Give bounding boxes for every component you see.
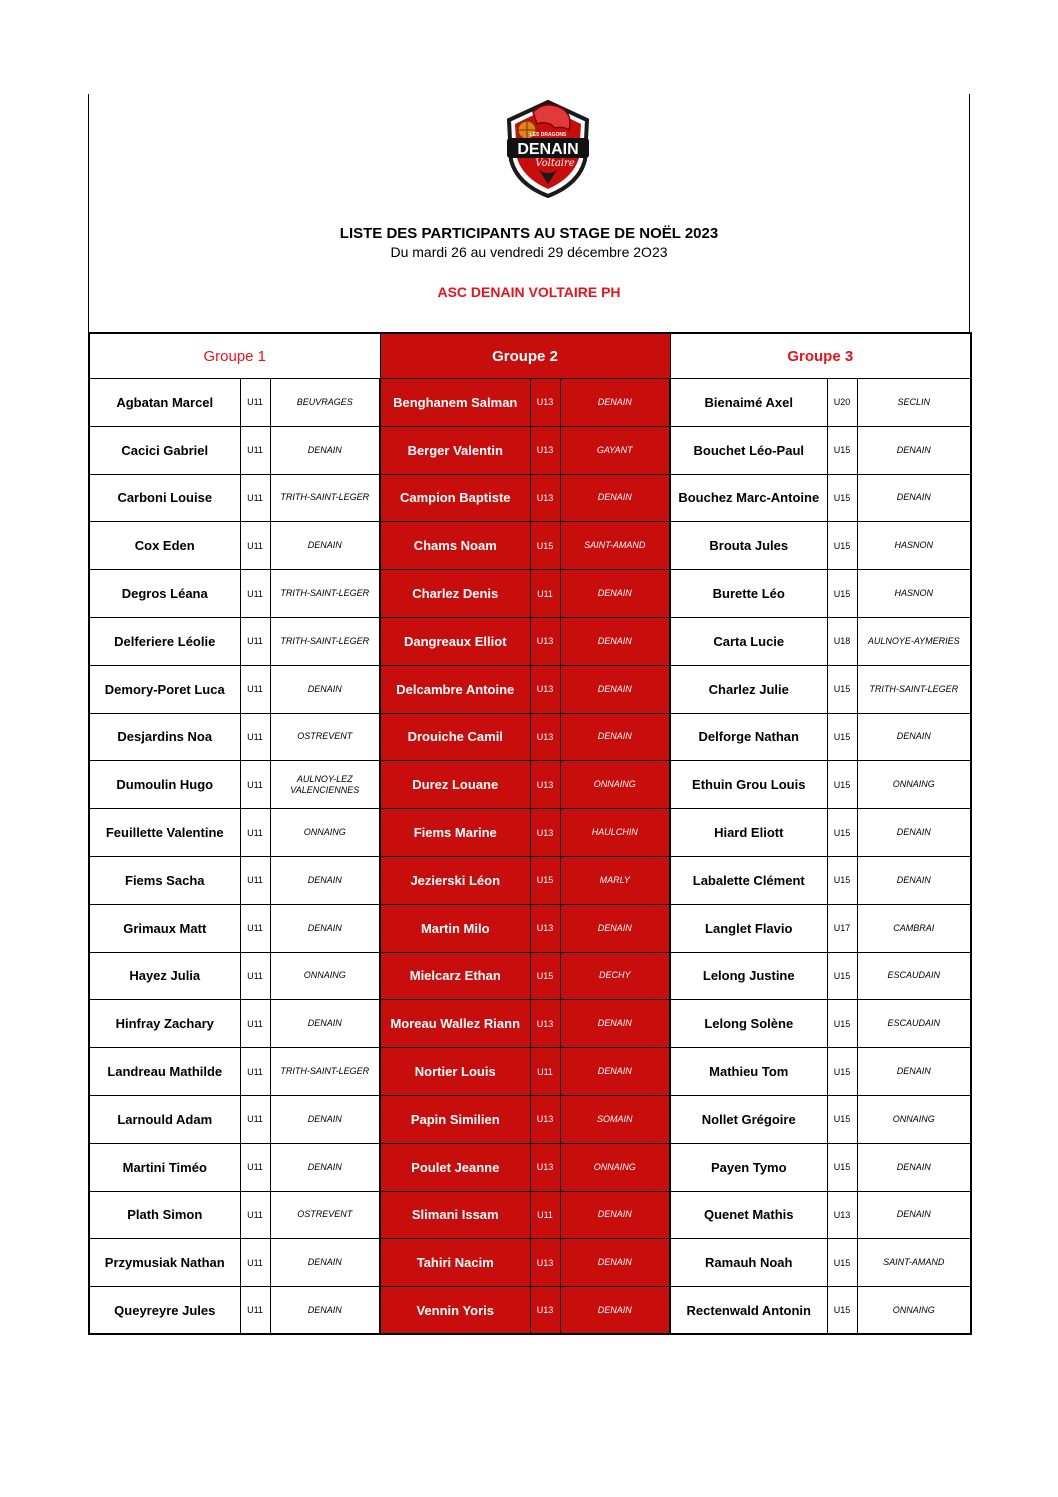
age-category-group-2: U13: [530, 665, 560, 713]
age-category-group-2: U13: [530, 904, 560, 952]
table-row: [89, 665, 971, 713]
participant-name-group-1: Przymusiak Nathan: [89, 1239, 240, 1287]
club-town-group-2: DENAIN: [560, 474, 670, 522]
age-category-group-3: U15: [827, 856, 857, 904]
age-category-group-2: U13: [530, 1143, 560, 1191]
participant-name-group-1: Hinfray Zachary: [89, 1000, 240, 1048]
club-town-group-3: SAINT-AMAND: [857, 1239, 971, 1287]
age-category-group-3: U17: [827, 904, 857, 952]
participant-name-group-3: Burette Léo: [670, 570, 827, 618]
participant-name-group-2: Charlez Denis: [380, 570, 530, 618]
participant-name-group-3: Bouchet Léo-Paul: [670, 426, 827, 474]
participant-name-group-1: Agbatan Marcel: [89, 379, 240, 427]
table-row: [89, 1000, 971, 1048]
participant-name-group-3: Delforge Nathan: [670, 713, 827, 761]
table-row: [89, 904, 971, 952]
club-town-group-2: DENAIN: [560, 1239, 670, 1287]
age-category-group-1: U11: [240, 1143, 270, 1191]
age-category-group-3: U15: [827, 570, 857, 618]
club-town-group-1: TRITH-SAINT-LEGER: [270, 617, 380, 665]
age-category-group-3: U15: [827, 1287, 857, 1335]
participant-name-group-2: Tahiri Nacim: [380, 1239, 530, 1287]
club-town-group-2: DENAIN: [560, 617, 670, 665]
logo-main-text: DENAIN: [517, 141, 579, 158]
club-town-group-1: DENAIN: [270, 665, 380, 713]
age-category-group-3: U15: [827, 1095, 857, 1143]
participant-name-group-1: Delferiere Léolie: [89, 617, 240, 665]
participant-name-group-2: Chams Noam: [380, 522, 530, 570]
club-town-group-1: DENAIN: [270, 856, 380, 904]
logo-small-text: LES DRAGONS: [529, 132, 567, 138]
participant-name-group-3: Ethuin Grou Louis: [670, 761, 827, 809]
club-town-group-2: DECHY: [560, 952, 670, 1000]
participant-name-group-2: Drouiche Camil: [380, 713, 530, 761]
age-category-group-2: U15: [530, 952, 560, 1000]
participant-name-group-3: Nollet Grégoire: [670, 1095, 827, 1143]
participant-name-group-2: Delcambre Antoine: [380, 665, 530, 713]
table-row: [89, 952, 971, 1000]
club-town-group-1: ONNAING: [270, 809, 380, 857]
table-row: [89, 761, 971, 809]
participant-name-group-1: Fiems Sacha: [89, 856, 240, 904]
club-town-group-1: DENAIN: [270, 522, 380, 570]
participant-name-group-3: Ramauh Noah: [670, 1239, 827, 1287]
table-row: [89, 1239, 971, 1287]
age-category-group-2: U15: [530, 856, 560, 904]
age-category-group-1: U11: [240, 809, 270, 857]
table-row: [89, 809, 971, 857]
club-town-group-2: DENAIN: [560, 1048, 670, 1096]
participant-name-group-3: Lelong Justine: [670, 952, 827, 1000]
club-town-group-1: DENAIN: [270, 1095, 380, 1143]
age-category-group-3: U15: [827, 474, 857, 522]
group-header-row: [89, 333, 971, 379]
age-category-group-3: U15: [827, 1048, 857, 1096]
age-category-group-1: U11: [240, 1095, 270, 1143]
table-row: [89, 1095, 971, 1143]
age-category-group-1: U11: [240, 379, 270, 427]
page-title: LISTE DES PARTICIPANTS AU STAGE DE NOËL 2023: [339, 225, 719, 242]
club-town-group-1: OSTREVENT: [270, 713, 380, 761]
participant-name-group-2: Nortier Louis: [380, 1048, 530, 1096]
club-town-group-2: DENAIN: [560, 665, 670, 713]
participant-name-group-3: Carta Lucie: [670, 617, 827, 665]
age-category-group-3: U15: [827, 1143, 857, 1191]
participants-body: [89, 379, 971, 1335]
age-category-group-2: U11: [530, 1048, 560, 1096]
age-category-group-1: U11: [240, 856, 270, 904]
participant-name-group-2: Berger Valentin: [380, 426, 530, 474]
age-category-group-1: U11: [240, 665, 270, 713]
club-town-group-2: DENAIN: [560, 904, 670, 952]
club-town-group-1: DENAIN: [270, 1239, 380, 1287]
age-category-group-3: U20: [827, 379, 857, 427]
participant-name-group-1: Degros Léana: [89, 570, 240, 618]
participant-name-group-2: Papin Similien: [380, 1095, 530, 1143]
age-category-group-2: U13: [530, 1287, 560, 1335]
club-town-group-1: DENAIN: [270, 1000, 380, 1048]
participant-name-group-2: Slimani Issam: [380, 1191, 530, 1239]
participant-name-group-3: Payen Tymo: [670, 1143, 827, 1191]
age-category-group-2: U13: [530, 426, 560, 474]
age-category-group-1: U11: [240, 952, 270, 1000]
participant-name-group-1: Dumoulin Hugo: [89, 761, 240, 809]
club-town-group-3: DENAIN: [857, 856, 971, 904]
club-town-group-3: ONNAING: [857, 1287, 971, 1335]
age-category-group-1: U11: [240, 1048, 270, 1096]
participant-name-group-1: Larnould Adam: [89, 1095, 240, 1143]
age-category-group-2: U13: [530, 713, 560, 761]
club-town-group-3: CAMBRAI: [857, 904, 971, 952]
participant-name-group-3: Lelong Solène: [670, 1000, 827, 1048]
age-category-group-3: U13: [827, 1191, 857, 1239]
age-category-group-3: U18: [827, 617, 857, 665]
age-category-group-1: U11: [240, 761, 270, 809]
participant-name-group-1: Cacici Gabriel: [89, 426, 240, 474]
age-category-group-1: U11: [240, 713, 270, 761]
participant-name-group-3: Labalette Clément: [670, 856, 827, 904]
age-category-group-1: U11: [240, 522, 270, 570]
club-town-group-1: DENAIN: [270, 1287, 380, 1335]
club-town-group-2: DENAIN: [560, 379, 670, 427]
participant-name-group-1: Grimaux Matt: [89, 904, 240, 952]
age-category-group-2: U13: [530, 1239, 560, 1287]
club-town-group-1: ONNAING: [270, 952, 380, 1000]
age-category-group-3: U15: [827, 522, 857, 570]
club-logo: [503, 98, 593, 198]
club-town-group-2: ONNAING: [560, 1143, 670, 1191]
club-town-group-1: AULNOY-LEZ VALENCIENNES: [270, 761, 380, 809]
club-town-group-3: DENAIN: [857, 809, 971, 857]
age-category-group-1: U11: [240, 1287, 270, 1335]
age-category-group-3: U15: [827, 665, 857, 713]
participant-name-group-1: Landreau Mathilde: [89, 1048, 240, 1096]
participant-name-group-1: Plath Simon: [89, 1191, 240, 1239]
table-row: [89, 856, 971, 904]
age-category-group-3: U15: [827, 809, 857, 857]
table-row: [89, 426, 971, 474]
age-category-group-1: U11: [240, 570, 270, 618]
club-town-group-1: TRITH-SAINT-LEGER: [270, 570, 380, 618]
participant-name-group-3: Rectenwald Antonin: [670, 1287, 827, 1335]
age-category-group-3: U15: [827, 952, 857, 1000]
participant-name-group-3: Brouta Jules: [670, 522, 827, 570]
club-town-group-2: DENAIN: [560, 713, 670, 761]
age-category-group-1: U11: [240, 426, 270, 474]
participant-name-group-3: Langlet Flavio: [670, 904, 827, 952]
age-category-group-1: U11: [240, 904, 270, 952]
participant-name-group-2: Campion Baptiste: [380, 474, 530, 522]
age-category-group-2: U13: [530, 1000, 560, 1048]
page-subtitle: Du mardi 26 au vendredi 29 décembre 2O23: [390, 244, 668, 260]
participant-name-group-1: Martini Timéo: [89, 1143, 240, 1191]
age-category-group-3: U15: [827, 1239, 857, 1287]
age-category-group-2: U13: [530, 617, 560, 665]
age-category-group-1: U11: [240, 474, 270, 522]
participant-name-group-2: Poulet Jeanne: [380, 1143, 530, 1191]
club-town-group-3: ONNAING: [857, 761, 971, 809]
age-category-group-2: U13: [530, 809, 560, 857]
club-name: ASC DENAIN VOLTAIRE PH: [437, 284, 621, 300]
club-town-group-2: DENAIN: [560, 1287, 670, 1335]
club-town-group-1: OSTREVENT: [270, 1191, 380, 1239]
logo-script-text: Voltaire: [535, 158, 575, 169]
club-town-group-3: ESCAUDAIN: [857, 952, 971, 1000]
table-row: [89, 1143, 971, 1191]
table-row: [89, 617, 971, 665]
group-2-header: Groupe 2: [380, 333, 670, 379]
table-row: [89, 379, 971, 427]
age-category-group-1: U11: [240, 1000, 270, 1048]
group-1-header: Groupe 1: [89, 333, 380, 379]
participant-name-group-1: Desjardins Noa: [89, 713, 240, 761]
age-category-group-3: U15: [827, 761, 857, 809]
club-town-group-2: SAINT-AMAND: [560, 522, 670, 570]
club-town-group-2: DENAIN: [560, 1191, 670, 1239]
age-category-group-1: U11: [240, 1191, 270, 1239]
table-row: [89, 713, 971, 761]
age-category-group-2: U13: [530, 761, 560, 809]
participant-name-group-2: Martin Milo: [380, 904, 530, 952]
participant-name-group-1: Demory-Poret Luca: [89, 665, 240, 713]
club-town-group-1: DENAIN: [270, 904, 380, 952]
club-town-group-1: TRITH-SAINT-LEGER: [270, 474, 380, 522]
participant-name-group-2: Moreau Wallez Riann: [380, 1000, 530, 1048]
age-category-group-1: U11: [240, 617, 270, 665]
club-town-group-1: TRITH-SAINT-LEGER: [270, 1048, 380, 1096]
club-town-group-3: AULNOYE-AYMERIES: [857, 617, 971, 665]
participant-name-group-2: Fiems Marine: [380, 809, 530, 857]
club-town-group-2: DENAIN: [560, 570, 670, 618]
club-town-group-1: BEUVRAGES: [270, 379, 380, 427]
club-town-group-3: HASNON: [857, 522, 971, 570]
participant-name-group-3: Mathieu Tom: [670, 1048, 827, 1096]
club-town-group-3: HASNON: [857, 570, 971, 618]
club-town-group-2: ONNAING: [560, 761, 670, 809]
table-row: [89, 1287, 971, 1335]
group-3-header: Groupe 3: [670, 333, 971, 379]
age-category-group-2: U13: [530, 1095, 560, 1143]
club-town-group-3: DENAIN: [857, 1191, 971, 1239]
club-town-group-3: TRITH-SAINT-LEGER: [857, 665, 971, 713]
participant-name-group-1: Carboni Louise: [89, 474, 240, 522]
participant-name-group-2: Jezierski Léon: [380, 856, 530, 904]
club-town-group-1: DENAIN: [270, 1143, 380, 1191]
club-town-group-3: DENAIN: [857, 426, 971, 474]
age-category-group-2: U11: [530, 570, 560, 618]
table-row: [89, 522, 971, 570]
club-town-group-2: DENAIN: [560, 1000, 670, 1048]
age-category-group-1: U11: [240, 1239, 270, 1287]
club-town-group-2: HAULCHIN: [560, 809, 670, 857]
table-row: [89, 1048, 971, 1096]
participant-name-group-2: Mielcarz Ethan: [380, 952, 530, 1000]
age-category-group-3: U15: [827, 713, 857, 761]
age-category-group-2: U13: [530, 474, 560, 522]
table-row: [89, 1191, 971, 1239]
participant-name-group-3: Hiard Eliott: [670, 809, 827, 857]
participant-name-group-2: Vennin Yoris: [380, 1287, 530, 1335]
age-category-group-3: U15: [827, 426, 857, 474]
club-town-group-3: SECLIN: [857, 379, 971, 427]
age-category-group-3: U15: [827, 1000, 857, 1048]
club-town-group-2: MARLY: [560, 856, 670, 904]
club-town-group-3: DENAIN: [857, 474, 971, 522]
club-town-group-3: ONNAING: [857, 1095, 971, 1143]
club-town-group-1: DENAIN: [270, 426, 380, 474]
participant-name-group-1: Feuillette Valentine: [89, 809, 240, 857]
participant-name-group-1: Hayez Julia: [89, 952, 240, 1000]
participant-name-group-1: Cox Eden: [89, 522, 240, 570]
club-town-group-3: DENAIN: [857, 713, 971, 761]
age-category-group-2: U11: [530, 1191, 560, 1239]
age-category-group-2: U15: [530, 522, 560, 570]
participant-name-group-2: Benghanem Salman: [380, 379, 530, 427]
participant-name-group-3: Bouchez Marc-Antoine: [670, 474, 827, 522]
club-town-group-3: DENAIN: [857, 1048, 971, 1096]
participant-name-group-1: Queyreyre Jules: [89, 1287, 240, 1335]
participants-table: [88, 332, 972, 1335]
club-town-group-3: DENAIN: [857, 1143, 971, 1191]
participant-name-group-2: Durez Louane: [380, 761, 530, 809]
participant-name-group-3: Charlez Julie: [670, 665, 827, 713]
participant-name-group-3: Quenet Mathis: [670, 1191, 827, 1239]
participant-name-group-3: Bienaimé Axel: [670, 379, 827, 427]
participant-name-group-2: Dangreaux Elliot: [380, 617, 530, 665]
age-category-group-2: U13: [530, 379, 560, 427]
table-row: [89, 474, 971, 522]
table-row: [89, 570, 971, 618]
club-town-group-3: ESCAUDAIN: [857, 1000, 971, 1048]
club-town-group-2: SOMAIN: [560, 1095, 670, 1143]
club-town-group-2: GAYANT: [560, 426, 670, 474]
